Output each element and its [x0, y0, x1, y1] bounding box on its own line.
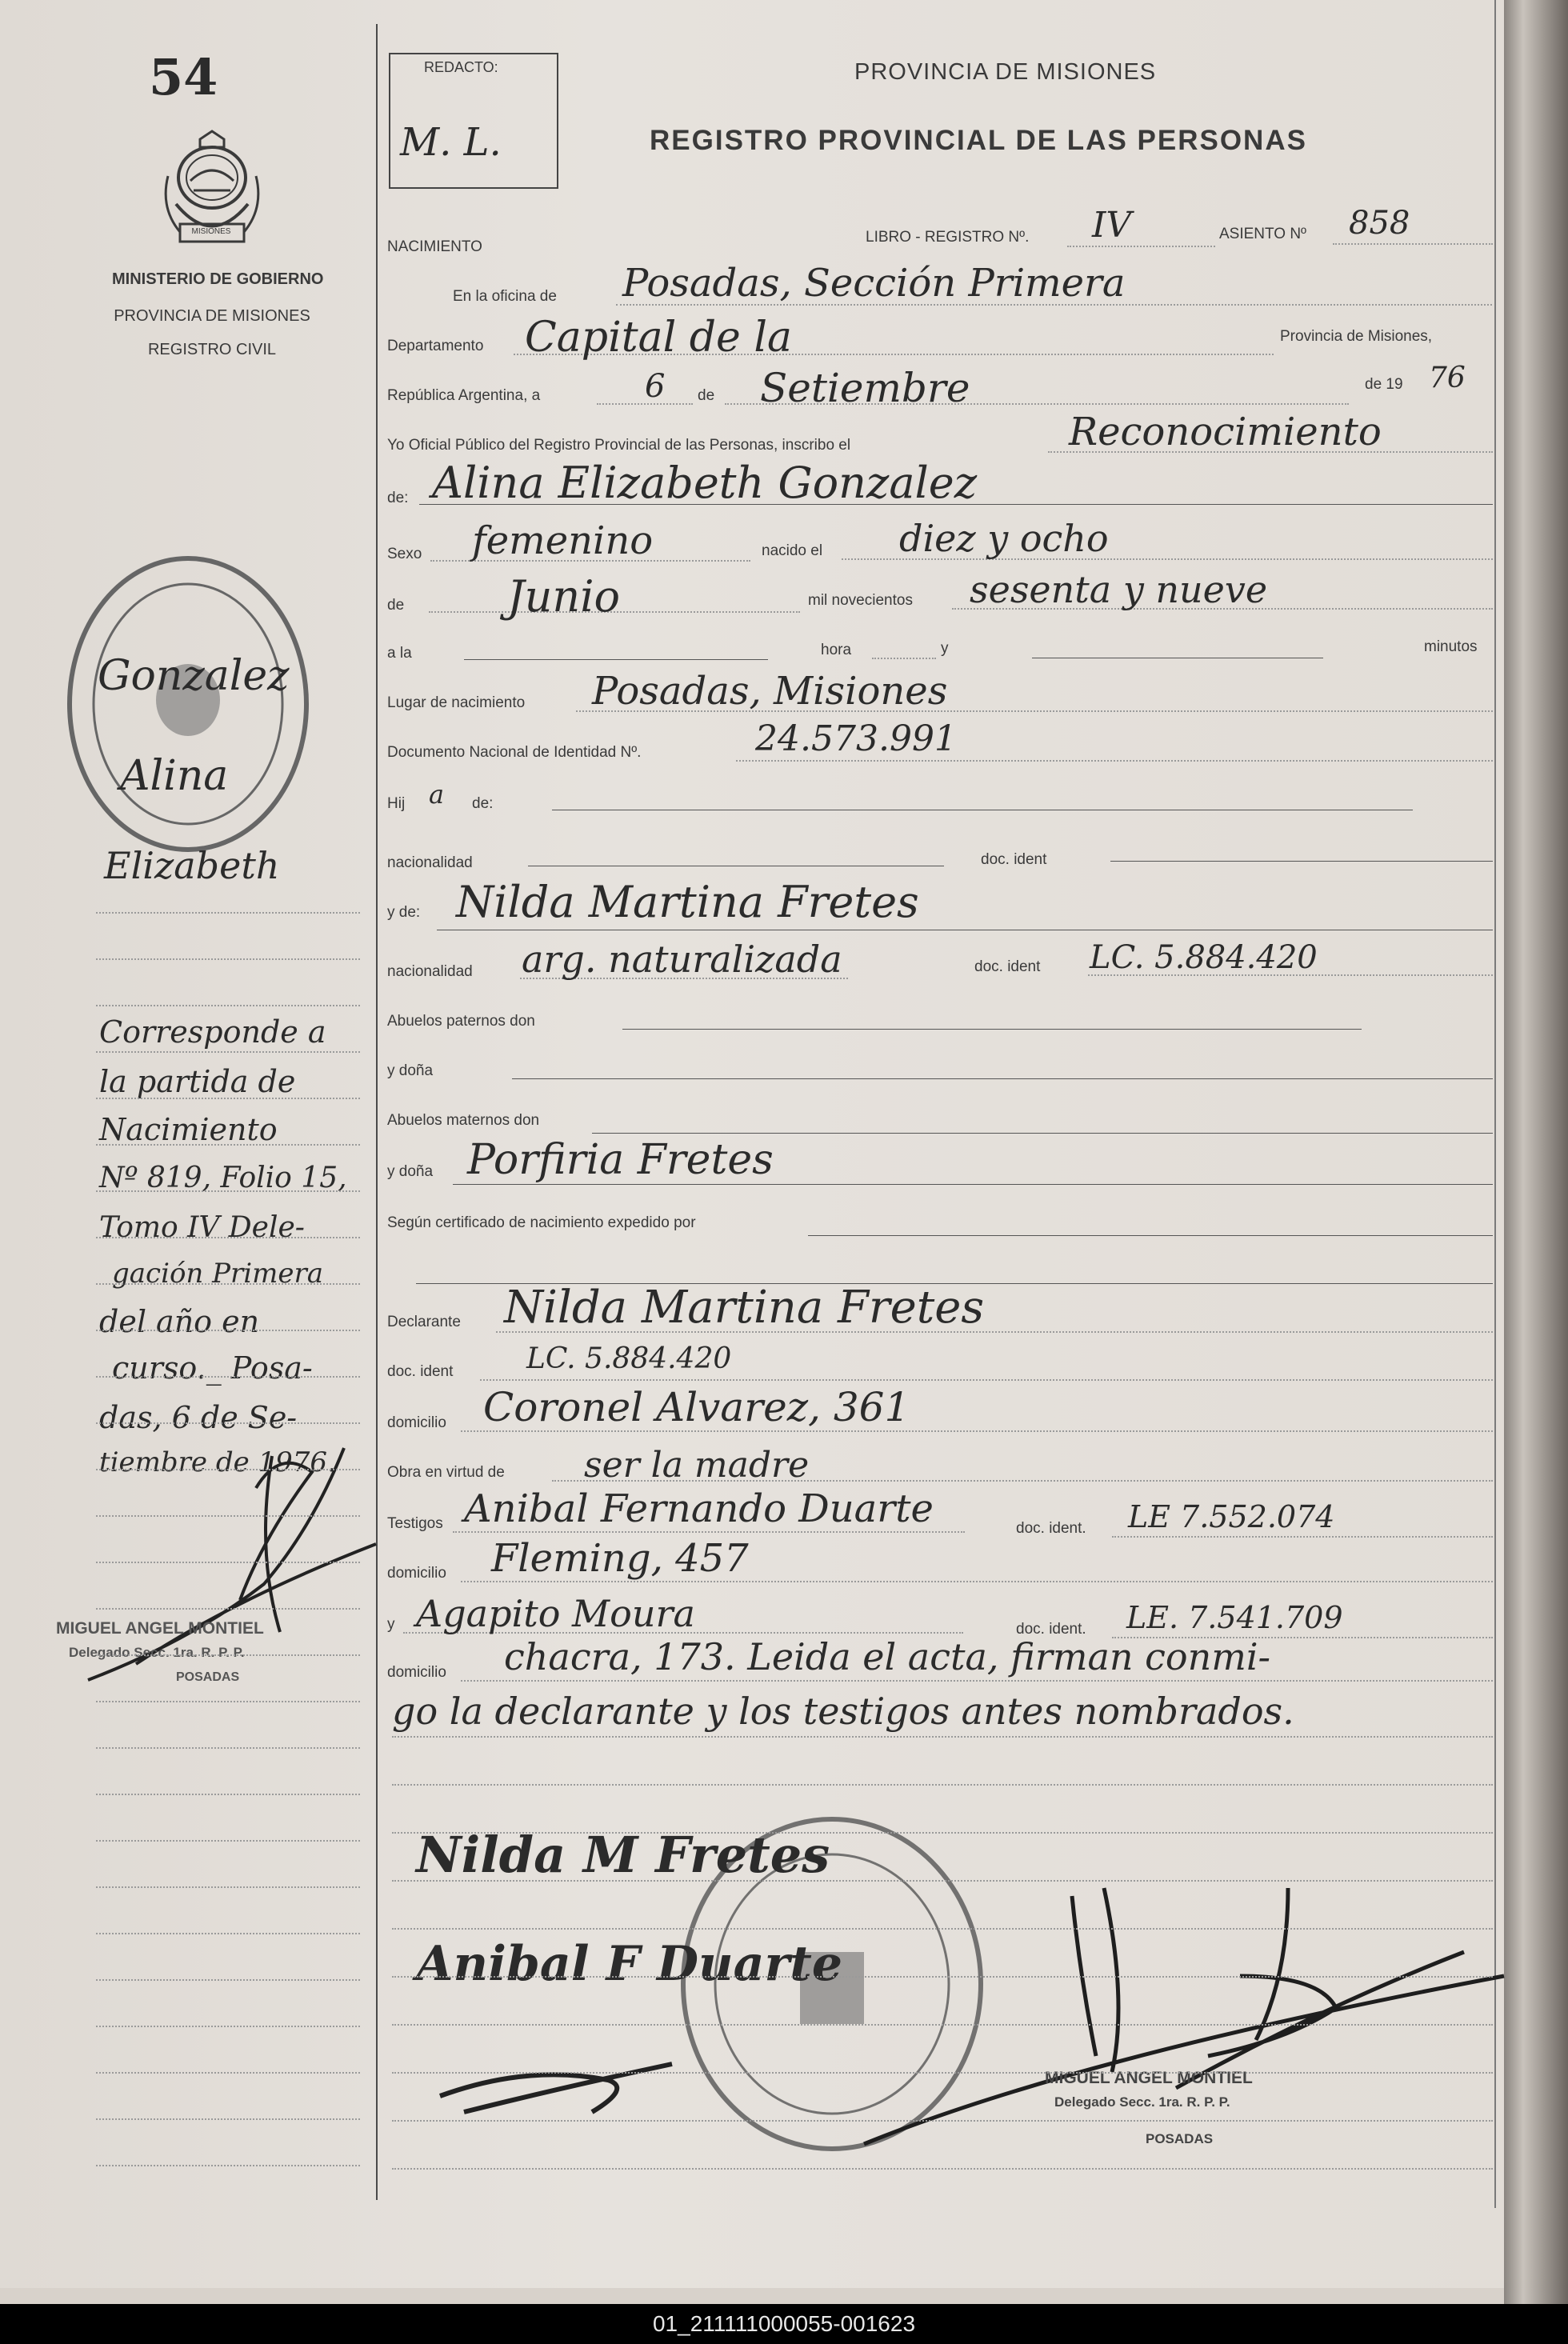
- dni-label: Documento Nacional de Identidad Nº.: [387, 744, 642, 761]
- margin-rule-line: [96, 1933, 360, 1934]
- nac2-value: arg. naturalizada: [522, 938, 842, 981]
- domicilio1-value: Coronel Alvarez, 361: [483, 1384, 910, 1430]
- oficial-text: Yo Oficial Público del Registro Provincial de las Personas, inscribo el: [387, 437, 851, 454]
- margin-note-line: Nacimiento: [99, 1112, 278, 1147]
- madre-value: Nilda Martina Fretes: [456, 877, 919, 927]
- ministry-label: MINISTERIO DE GOBIERNO: [112, 270, 324, 288]
- margin-rule-line: [96, 1654, 360, 1656]
- margin-note-line: del año en: [99, 1304, 260, 1339]
- abuela-mat-value: Porfiria Fretes: [467, 1136, 774, 1184]
- margin-round-stamp: [64, 552, 312, 856]
- margin-rule-line: [96, 1283, 360, 1285]
- closing-value: go la declarante y los testigos antes nombrados.: [392, 1690, 1294, 1733]
- dia-value: 6: [645, 368, 666, 405]
- right-border: [1494, 0, 1496, 2208]
- signature-scribble: [432, 2048, 688, 2128]
- main-rule-line: [392, 1832, 1493, 1834]
- margin-rule-line: [96, 1979, 360, 1981]
- asiento-label: ASIENTO Nº: [1219, 226, 1306, 242]
- oficina-label: En la oficina de: [453, 288, 557, 305]
- docident4-label: doc. ident.: [1016, 1520, 1086, 1537]
- y-label: y: [941, 640, 949, 657]
- margin-rule-line: [96, 958, 360, 960]
- margin-note-line: curso._ Posa-: [112, 1350, 313, 1386]
- margin-stamp-role: Delegado Secc. 1ra. R. P. P.: [69, 1645, 245, 1660]
- lugar-label: Lugar de nacimiento: [387, 694, 526, 711]
- departamento-label: Departamento: [387, 338, 484, 354]
- de3-label: de: [387, 597, 405, 614]
- seal-text: MISIONES: [191, 227, 231, 236]
- main-rule-line: [392, 2120, 1493, 2122]
- margin-rule-line: [96, 2165, 360, 2166]
- margin-note-line: tiembre de 1976.: [99, 1446, 336, 1478]
- margin-stamp-city: POSADAS: [176, 1670, 240, 1684]
- main-rule-line: [392, 2024, 1493, 2026]
- margin-rule-line: [96, 1422, 360, 1424]
- main-rule-line: [392, 1784, 1493, 1786]
- registry-title: REGISTRO PROVINCIAL DE LAS PERSONAS: [650, 125, 1307, 156]
- domicilio3-label: domicilio: [387, 1664, 446, 1681]
- docident3-value: LC. 5.884.420: [526, 1342, 732, 1375]
- obra-label: Obra en virtud de: [387, 1464, 505, 1481]
- margin-note-line: la partida de: [99, 1064, 296, 1099]
- docident4-value: LE 7.552.074: [1128, 1499, 1335, 1534]
- margin-rule-line: [96, 1237, 360, 1238]
- domicilio3-value: chacra, 173. Leida el acta, firman conmi-: [504, 1635, 1271, 1678]
- declarante-label: Declarante: [387, 1314, 461, 1330]
- province-header: PROVINCIA DE MISIONES: [854, 59, 1157, 85]
- oficina-value: Posadas, Sección Primera: [622, 261, 1126, 306]
- main-rule-line: [392, 2168, 1493, 2170]
- certificado-label: Según certificado de nacimiento expedido por: [387, 1214, 696, 1231]
- official-stamp-city: POSADAS: [1146, 2131, 1214, 2146]
- official-stamp-name: MIGUEL ANGEL MONTIEL: [1045, 2069, 1253, 2087]
- margin-rule-line: [96, 912, 360, 914]
- margin-note-line: Nº 819, Folio 15,: [99, 1162, 347, 1194]
- obra-value: ser la madre: [584, 1445, 810, 1486]
- official-stamp-role: Delegado Secc. 1ra. R. P. P.: [1054, 2094, 1230, 2110]
- sexo-label: Sexo: [387, 546, 422, 562]
- domicilio1-label: domicilio: [387, 1414, 446, 1431]
- de-label: de: [698, 387, 715, 404]
- departamento-value: Capital de la: [525, 314, 792, 362]
- declarante-value: Nilda Martina Fretes: [504, 1282, 985, 1334]
- lugar-value: Posadas, Misiones: [592, 669, 948, 714]
- docident1-label: doc. ident: [981, 851, 1047, 868]
- nacido-label: nacido el: [762, 542, 823, 559]
- domicilio2-value: Fleming, 457: [491, 1536, 749, 1581]
- mes-nac-value: Junio: [507, 571, 620, 622]
- mes-value: Setiembre: [760, 365, 970, 411]
- dni-value: 24.573.991: [755, 718, 957, 759]
- margin-stamp-name: MIGUEL ANGEL MONTIEL: [56, 1619, 264, 1638]
- margin-rule-line: [96, 1794, 360, 1795]
- margin-rule-line: [96, 1376, 360, 1378]
- docident5-label: doc. ident.: [1016, 1621, 1086, 1638]
- column-divider: [376, 24, 378, 2200]
- acto-value: Reconocimiento: [1069, 410, 1382, 454]
- hij-label: Hij: [387, 795, 406, 812]
- margin-signature: [72, 1440, 408, 1728]
- margin-note-line: gación Primera: [112, 1258, 324, 1290]
- hora-label: hora: [821, 642, 852, 658]
- republica-label: República Argentina, a: [387, 387, 541, 404]
- main-rule-line: [392, 2072, 1493, 2074]
- de2-label: de:: [387, 490, 409, 506]
- provincia-label: Provincia de Misiones,: [1280, 328, 1433, 345]
- margin-rule-line: [96, 1469, 360, 1470]
- image-caption: 01_211111000055-001623: [0, 2304, 1568, 2344]
- main-rule-line: [392, 1976, 1493, 1978]
- abuelos-mat-label: Abuelos maternos don: [387, 1112, 540, 1129]
- record-type-label: NACIMIENTO: [387, 238, 482, 255]
- year-label: de 19: [1365, 376, 1403, 393]
- margin-rule-line: [96, 1747, 360, 1749]
- nombre-value: Alina Elizabeth Gonzalez: [432, 458, 978, 508]
- redacto-value: M. L.: [400, 120, 502, 165]
- coat-of-arms-icon: [160, 128, 264, 256]
- nacido-value: diez y ocho: [899, 517, 1109, 560]
- hij-suffix: a: [429, 779, 445, 810]
- margin-firstname: Alina: [120, 752, 229, 800]
- margin-note-line: Tomo IV Dele-: [99, 1211, 305, 1244]
- yde-label: y de:: [387, 904, 421, 921]
- margin-middlename: Elizabeth: [104, 844, 280, 887]
- libro-label: LIBRO - REGISTRO Nº.: [866, 229, 1030, 246]
- redacto-label: REDACTO:: [424, 59, 498, 75]
- main-rule-line: [392, 1928, 1493, 1930]
- page-number: 54: [149, 48, 218, 106]
- margin-note-line: das, 6 de Se-: [99, 1400, 298, 1435]
- margin-rule-line: [96, 2118, 360, 2120]
- nac1-label: nacionalidad: [387, 854, 473, 871]
- margin-rule-line: [96, 1098, 360, 1099]
- margin-rule-line: [96, 1608, 360, 1610]
- docident2-label: doc. ident: [974, 958, 1041, 975]
- margin-rule-line: [96, 2026, 360, 2027]
- abuelos-pat-label: Abuelos paternos don: [387, 1013, 535, 1030]
- margin-rule-line: [96, 1515, 360, 1517]
- margin-rule-line: [96, 1840, 360, 1842]
- left-province-label: PROVINCIA DE MISIONES: [114, 307, 310, 325]
- mil-label: mil novecientos: [808, 592, 913, 609]
- testigo1-value: Anibal Fernando Duarte: [464, 1486, 934, 1531]
- margin-rule-line: [96, 1144, 360, 1146]
- sexo-value: femenino: [472, 518, 654, 563]
- libro-value: IV: [1092, 205, 1132, 246]
- nac2-label: nacionalidad: [387, 963, 473, 980]
- ala-label: a la: [387, 645, 412, 662]
- ydona2-label: y doña: [387, 1163, 434, 1180]
- signature-testigo: Anibal F Duarte: [416, 1936, 842, 1992]
- docident2-value: LC. 5.884.420: [1090, 939, 1318, 976]
- main-rule-line: [392, 1880, 1493, 1882]
- margin-surname: Gonzalez: [98, 652, 290, 700]
- ydona1-label: y doña: [387, 1062, 434, 1079]
- margin-note-line: Corresponde a: [99, 1014, 326, 1050]
- asiento-value: 858: [1349, 205, 1410, 242]
- signature-declarante: Nilda M Fretes: [416, 1826, 830, 1884]
- testigos-label: Testigos: [387, 1515, 443, 1532]
- margin-rule-line: [96, 1886, 360, 1888]
- testigo2-value: Agapito Moura: [416, 1592, 695, 1635]
- domicilio2-label: domicilio: [387, 1565, 446, 1582]
- margin-rule-line: [96, 2072, 360, 2074]
- docident5-value: LE. 7.541.709: [1126, 1600, 1343, 1635]
- registry-label: REGISTRO CIVIL: [147, 341, 277, 358]
- hij-de-label: de:: [472, 795, 494, 812]
- margin-rule-line: [96, 1190, 360, 1192]
- margin-rule-line: [96, 1330, 360, 1331]
- year-value: 76: [1429, 362, 1466, 394]
- margin-rule-line: [96, 1701, 360, 1702]
- margin-rule-line: [96, 1562, 360, 1563]
- docident3-label: doc. ident: [387, 1363, 454, 1380]
- margin-rule-line: [96, 1005, 360, 1006]
- anio-nac-value: sesenta y nueve: [970, 568, 1268, 611]
- y2-label: y: [387, 1616, 395, 1633]
- margin-rule-line: [96, 1051, 360, 1053]
- minutos-label: minutos: [1424, 638, 1478, 655]
